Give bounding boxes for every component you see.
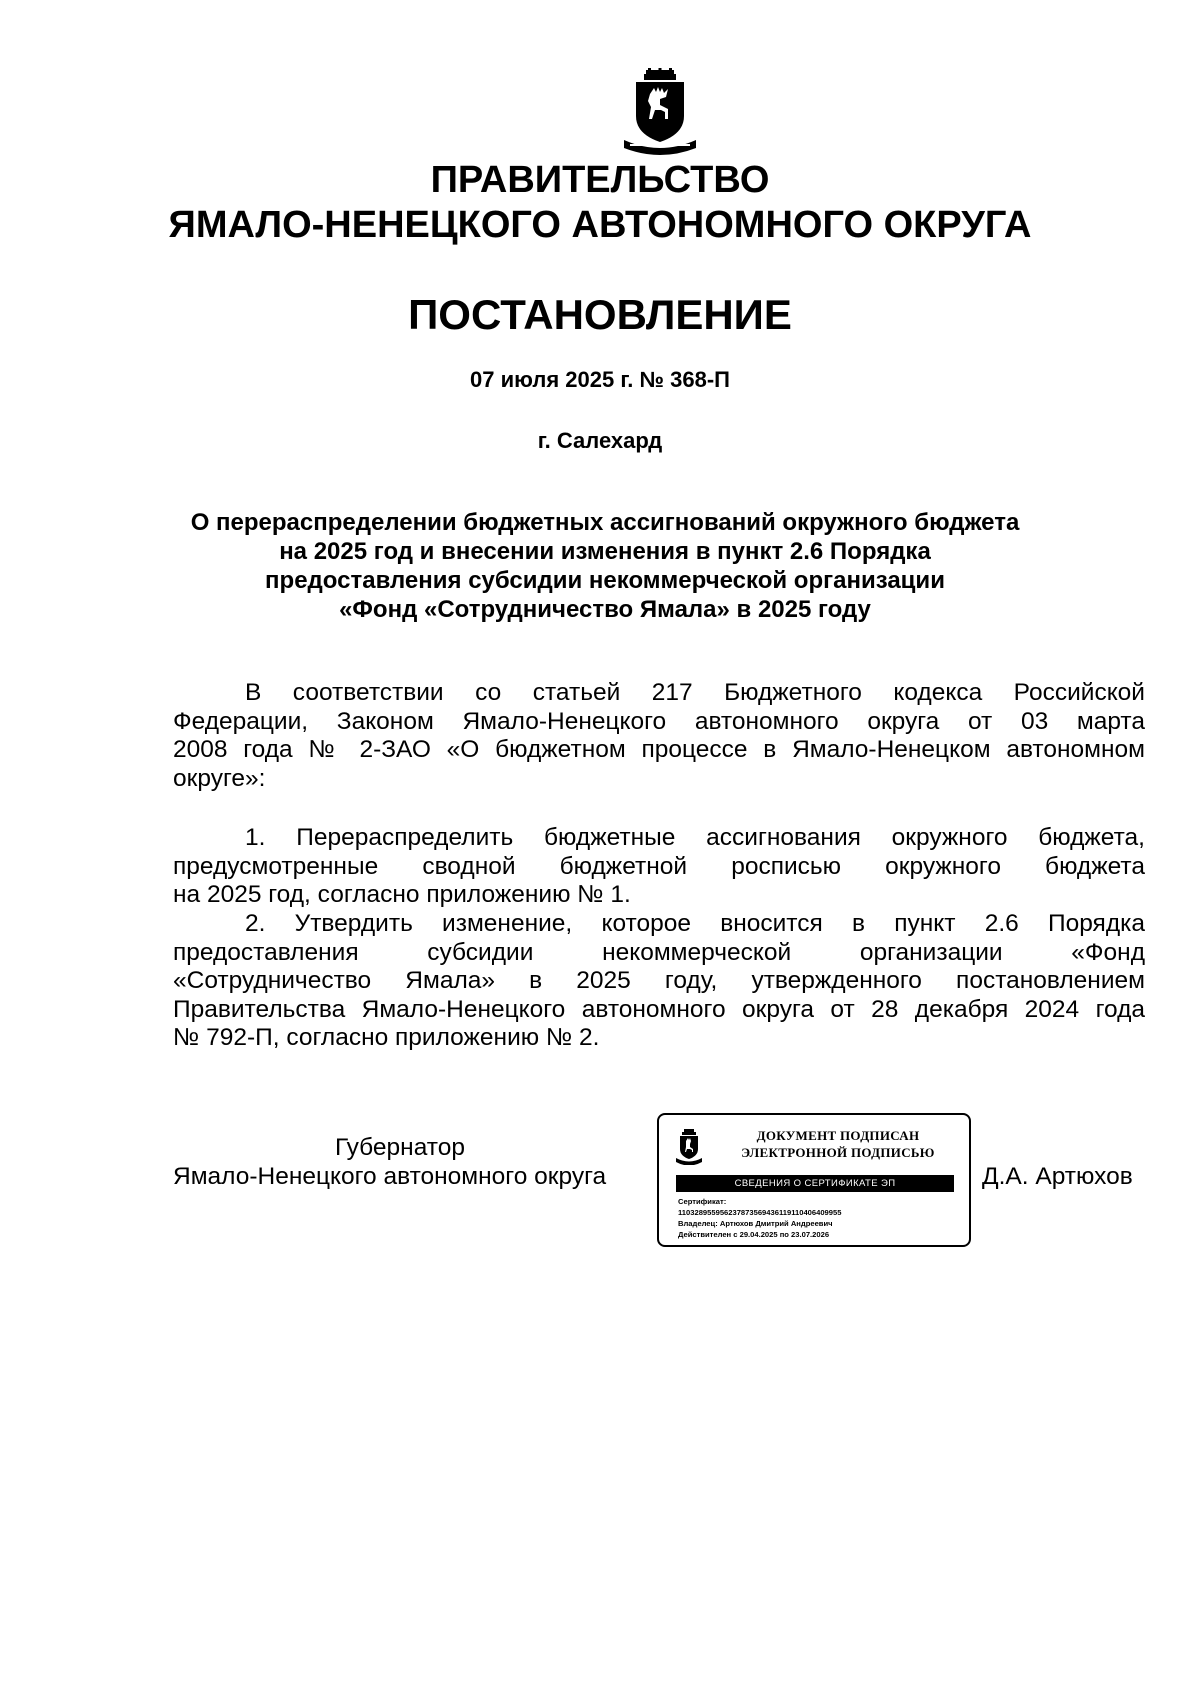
certificate-validity: Действителен с 29.04.2025 по 23.07.2026 bbox=[678, 1230, 830, 1239]
electronic-signature-stamp bbox=[657, 1113, 971, 1247]
paragraph-line: 1. Перераспределить бюджетные ассигнования окружного бюджета, bbox=[245, 824, 1145, 851]
document-date-number: 07 июля 2025 г. № 368-П bbox=[470, 367, 730, 392]
paragraph-line: В соответствии со статьей 217 Бюджетного кодекса Российской bbox=[245, 679, 1145, 706]
paragraph-line: предусмотренные сводной бюджетной росписью окружного бюджета bbox=[173, 852, 1145, 880]
title-line: «Фонд «Сотрудничество Ямала» в 2025 году bbox=[339, 596, 871, 623]
coat-of-arms-icon bbox=[622, 68, 698, 156]
item-2-paragraph bbox=[173, 910, 1145, 1053]
paragraph-line: предоставления субсидии некоммерческой организации «Фонд bbox=[173, 938, 1145, 966]
signer-position-line1: Губернатор bbox=[335, 1134, 465, 1161]
title-line: О перераспределении бюджетных ассигнований окружного бюджета bbox=[190, 509, 1020, 536]
stamp-certificate-info bbox=[678, 1196, 841, 1240]
signer-position-line2: Ямало-Ненецкого автономного округа bbox=[173, 1163, 607, 1190]
certificate-owner: Владелец: Артюхов Дмитрий Андреевич bbox=[678, 1219, 833, 1228]
preamble-paragraph bbox=[173, 679, 1145, 793]
stamp-coat-of-arms-icon bbox=[676, 1129, 702, 1165]
certificate-number: 110328955956237873569436119110406409955 bbox=[678, 1208, 842, 1217]
org-name-line1: ПРАВИТЕЛЬСТВО bbox=[430, 159, 770, 201]
stamp-title bbox=[719, 1127, 957, 1161]
title-line: на 2025 год и внесении изменения в пункт 2.6 Порядка bbox=[279, 538, 931, 565]
paragraph-line: на 2025 год, согласно приложению № 1. bbox=[173, 881, 631, 909]
paragraph-line: 2008 года № 2-ЗАО «О бюджетном процессе в Ямало-Ненецком автономном bbox=[173, 736, 1145, 764]
document-city: г. Салехард bbox=[537, 428, 663, 453]
org-name-line2: ЯМАЛО-НЕНЕЦКОГО АВТОНОМНОГО ОКРУГА bbox=[168, 204, 1032, 246]
stamp-certificate-header: СВЕДЕНИЯ О СЕРТИФИКАТЕ ЭП bbox=[676, 1175, 954, 1192]
paragraph-line: № 792-П, согласно приложению № 2. bbox=[173, 1024, 600, 1052]
paragraph-line: 2. Утвердить изменение, которое вносится в пункт 2.6 Порядка bbox=[245, 910, 1145, 937]
stamp-title-line: ДОКУМЕНТ ПОДПИСАН bbox=[756, 1128, 920, 1143]
stamp-title-line: ЭЛЕКТРОННОЙ ПОДПИСЬЮ bbox=[741, 1145, 935, 1160]
certificate-label: Сертификат: bbox=[678, 1197, 727, 1206]
document-type: ПОСТАНОВЛЕНИЕ bbox=[408, 291, 792, 338]
paragraph-line: Федерации, Законом Ямало-Ненецкого автономного округа от 03 марта bbox=[173, 707, 1145, 735]
paragraph-line: округе»: bbox=[173, 764, 266, 792]
item-1-paragraph bbox=[173, 824, 1145, 910]
signer-name: Д.А. Артюхов bbox=[982, 1163, 1133, 1190]
title-line: предоставления субсидии некоммерческой организации bbox=[265, 567, 945, 594]
document-title bbox=[190, 508, 1020, 624]
paragraph-line: Правительства Ямало-Ненецкого автономного округа от 28 декабря 2024 года bbox=[173, 995, 1145, 1023]
paragraph-line: «Сотрудничество Ямала» в 2025 году, утвержденного постановлением bbox=[173, 967, 1145, 995]
